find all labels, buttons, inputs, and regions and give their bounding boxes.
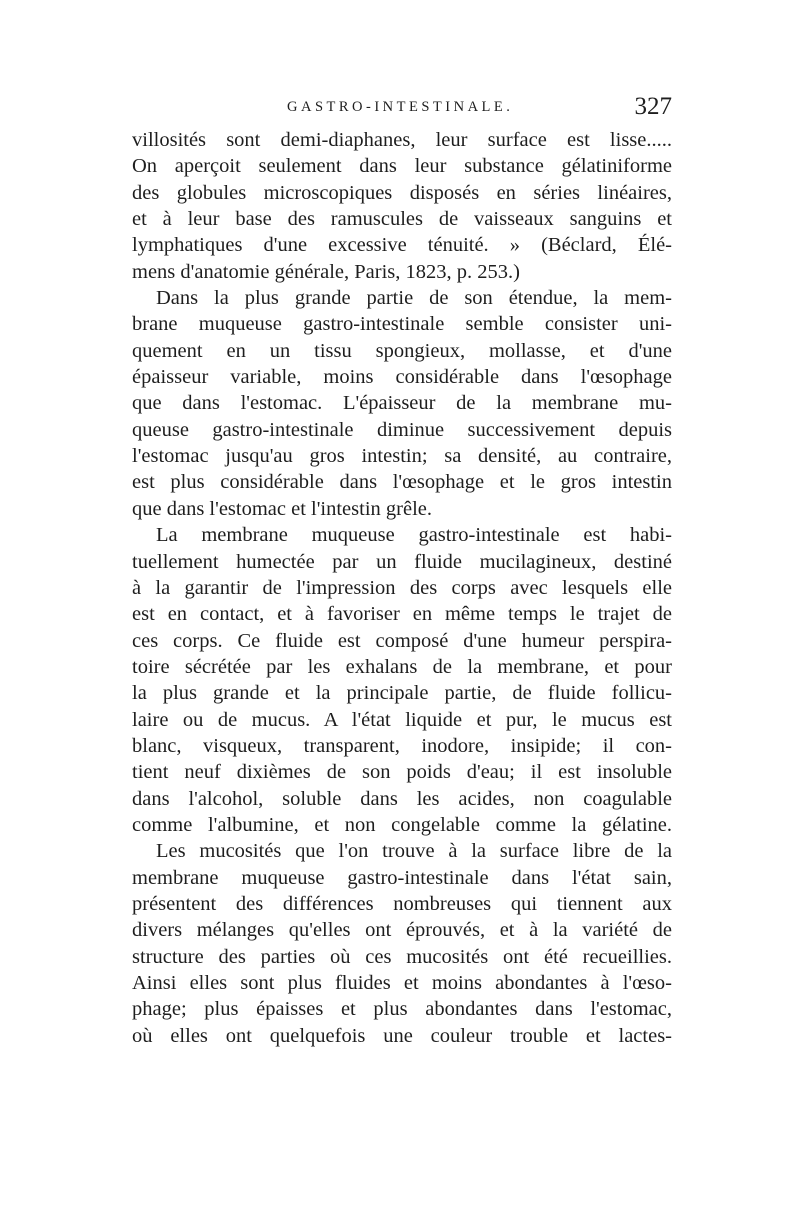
text-line: que dans l'estomac. L'épaisseur de la membrane mu- bbox=[132, 392, 672, 415]
text-line: membrane muqueuse gastro-intestinale dans l'état sain, bbox=[132, 866, 672, 889]
text-line: structure des parties où ces mucosités ont été recueillies. bbox=[132, 945, 672, 968]
text-line: et à leur base des ramuscules de vaisseaux sanguins et bbox=[132, 208, 672, 231]
text-line: est plus considérable dans l'œsophage et le gros intestin bbox=[132, 471, 672, 494]
text-line: laire ou de mucus. A l'état liquide et pur, le mucus est bbox=[132, 708, 672, 731]
text-line: lymphatiques d'une excessive ténuité. » (Béclard, Élé- bbox=[132, 234, 672, 257]
text-line: On aperçoit seulement dans leur substance gélatiniforme bbox=[132, 155, 672, 178]
body-text bbox=[132, 127, 672, 1049]
text-line: brane muqueuse gastro-intestinale semble consister uni- bbox=[132, 313, 672, 336]
text-line: blanc, visqueux, transparent, inodore, insipide; il con- bbox=[132, 734, 672, 757]
page-header bbox=[132, 93, 672, 125]
text-line: tient neuf dixièmes de son poids d'eau; il est insoluble bbox=[132, 761, 672, 784]
text-line: Ainsi elles sont plus fluides et moins abondantes à l'œso- bbox=[132, 972, 672, 994]
text-line: tuellement humectée par un fluide mucilagineux, destiné bbox=[132, 550, 672, 573]
text-line: phage; plus épaisses et plus abondantes dans l'estomac, bbox=[132, 998, 672, 1021]
text-line: l'estomac jusqu'au gros intestin; sa densité, au contraire, bbox=[132, 445, 672, 468]
text-line: que dans l'estomac et l'intestin grêle. bbox=[132, 497, 432, 520]
text-line: La membrane muqueuse gastro-intestinale est habi- bbox=[156, 524, 672, 547]
text-line: épaisseur variable, moins considérable dans l'œsophage bbox=[132, 366, 672, 389]
text-line: comme l'albumine, et non congelable comme la gélatine. bbox=[132, 813, 672, 836]
text-line: divers mélanges qu'elles ont éprouvés, et à la variété de bbox=[132, 919, 672, 942]
text-line: est en contact, et à favoriser en même temps le trajet de bbox=[132, 603, 672, 626]
page-number: 327 bbox=[634, 93, 672, 120]
text-line: ces corps. Ce fluide est composé d'une humeur perspira- bbox=[132, 629, 672, 652]
text-line: des globules microscopiques disposés en séries linéaires, bbox=[132, 181, 672, 204]
text-line: Dans la plus grande partie de son étendue, la mem- bbox=[156, 287, 672, 310]
text-line: à la garantir de l'impression des corps avec lesquels elle bbox=[132, 576, 672, 599]
text-line: Les mucosités que l'on trouve à la surface libre de la bbox=[156, 840, 672, 863]
text-line: dans l'alcohol, soluble dans les acides, non coagulable bbox=[132, 787, 672, 810]
text-line: présentent des différences nombreuses qui tiennent aux bbox=[132, 892, 672, 915]
text-line: mens d'anatomie générale, Paris, 1823, p. 253.) bbox=[132, 260, 520, 283]
running-head: GASTRO-INTESTINALE. bbox=[287, 99, 514, 115]
text-line: queuse gastro-intestinale diminue successivement depuis bbox=[132, 418, 672, 441]
text-line: la plus grande et la principale partie, de fluide follicu- bbox=[132, 682, 672, 705]
text-line: quement en un tissu spongieux, mollasse, et d'une bbox=[132, 339, 672, 362]
text-line: où elles ont quelquefois une couleur trouble et lactes- bbox=[132, 1024, 672, 1047]
text-line: toire sécrétée par les exhalans de la membrane, et pour bbox=[132, 655, 672, 678]
text-line: villosités sont demi-diaphanes, leur surface est lisse..... bbox=[132, 129, 672, 151]
